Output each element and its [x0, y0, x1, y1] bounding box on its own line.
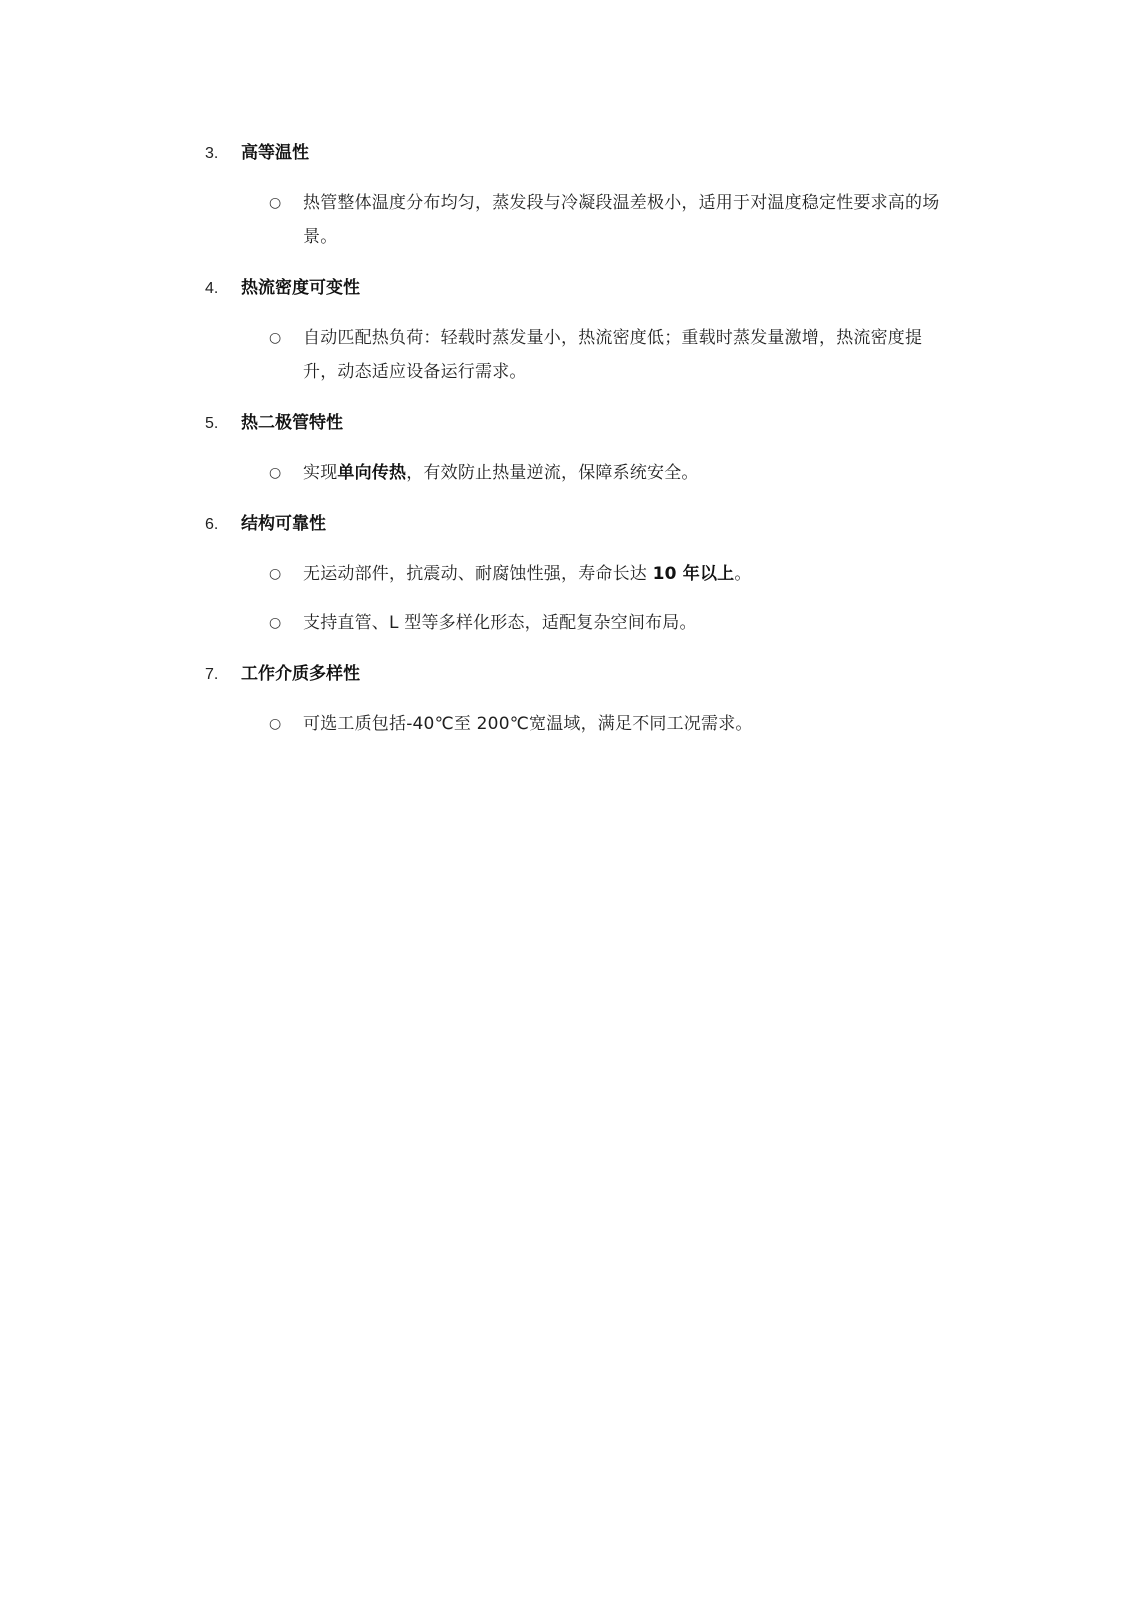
sub-list-item — [269, 606, 965, 640]
sub-list-item-text — [303, 606, 943, 640]
sub-list-item — [269, 186, 965, 254]
hollow-circle-bullet-icon: ○ — [269, 615, 282, 631]
list-item-number: 5. — [205, 415, 219, 432]
text-segment: 可选工质包括-40℃至 200℃宽温域，满足不同工况需求。 — [303, 714, 753, 734]
sub-list — [205, 557, 965, 640]
numbered-list — [205, 138, 965, 760]
sub-list-item — [269, 707, 965, 741]
bold-text-segment: 单向传热 — [337, 463, 407, 483]
hollow-circle-bullet-icon: ○ — [269, 330, 282, 346]
text-segment: 实现 — [303, 463, 338, 483]
sub-list — [205, 456, 965, 490]
list-item-heading — [205, 138, 965, 168]
sub-list — [205, 186, 965, 254]
list-item — [205, 138, 965, 254]
sub-list-item-text — [303, 321, 943, 389]
list-item-title: 热二极管特性 — [241, 413, 343, 433]
text-segment: 。 — [734, 564, 752, 584]
list-item-title: 高等温性 — [241, 143, 309, 163]
sub-list-item-text — [303, 186, 943, 254]
text-segment: 热管整体温度分布均匀，蒸发段与冷凝段温差极小，适用于对温度稳定性要求高的场景。 — [303, 193, 940, 247]
list-item-number: 3. — [205, 145, 219, 162]
list-item-number: 4. — [205, 280, 219, 297]
list-item — [205, 509, 965, 640]
sub-list — [205, 707, 965, 741]
text-segment: 自动匹配热负荷：轻载时蒸发量小，热流密度低；重载时蒸发量激增，热流密度提升，动态适应设备运行需求。 — [303, 328, 923, 382]
hollow-circle-bullet-icon: ○ — [269, 716, 282, 732]
list-item-title: 工作介质多样性 — [241, 664, 360, 684]
text-segment: 无运动部件，抗震动、耐腐蚀性强，寿命长达 — [303, 564, 653, 584]
sub-list-item — [269, 456, 965, 490]
sub-list-item — [269, 557, 965, 591]
list-item-title: 结构可靠性 — [241, 514, 326, 534]
list-item-heading — [205, 509, 965, 539]
sub-list — [205, 321, 965, 389]
hollow-circle-bullet-icon: ○ — [269, 465, 282, 481]
list-item-heading — [205, 408, 965, 438]
list-item-number: 6. — [205, 516, 219, 533]
text-segment: ，有效防止热量逆流，保障系统安全。 — [406, 463, 699, 483]
sub-list-item-text — [303, 456, 943, 490]
list-item — [205, 273, 965, 389]
sub-list-item-text — [303, 707, 943, 741]
list-item-heading — [205, 659, 965, 689]
sub-list-item — [269, 321, 965, 389]
hollow-circle-bullet-icon: ○ — [269, 195, 282, 211]
list-item — [205, 408, 965, 490]
bold-text-segment: 10 年以上 — [652, 564, 735, 584]
list-item-number: 7. — [205, 666, 219, 683]
list-item-title: 热流密度可变性 — [241, 278, 360, 298]
hollow-circle-bullet-icon: ○ — [269, 566, 282, 582]
sub-list-item-text — [303, 557, 943, 591]
list-item-heading — [205, 273, 965, 303]
list-item — [205, 659, 965, 741]
text-segment: 支持直管、L 型等多样化形态，适配复杂空间布局。 — [303, 613, 697, 633]
